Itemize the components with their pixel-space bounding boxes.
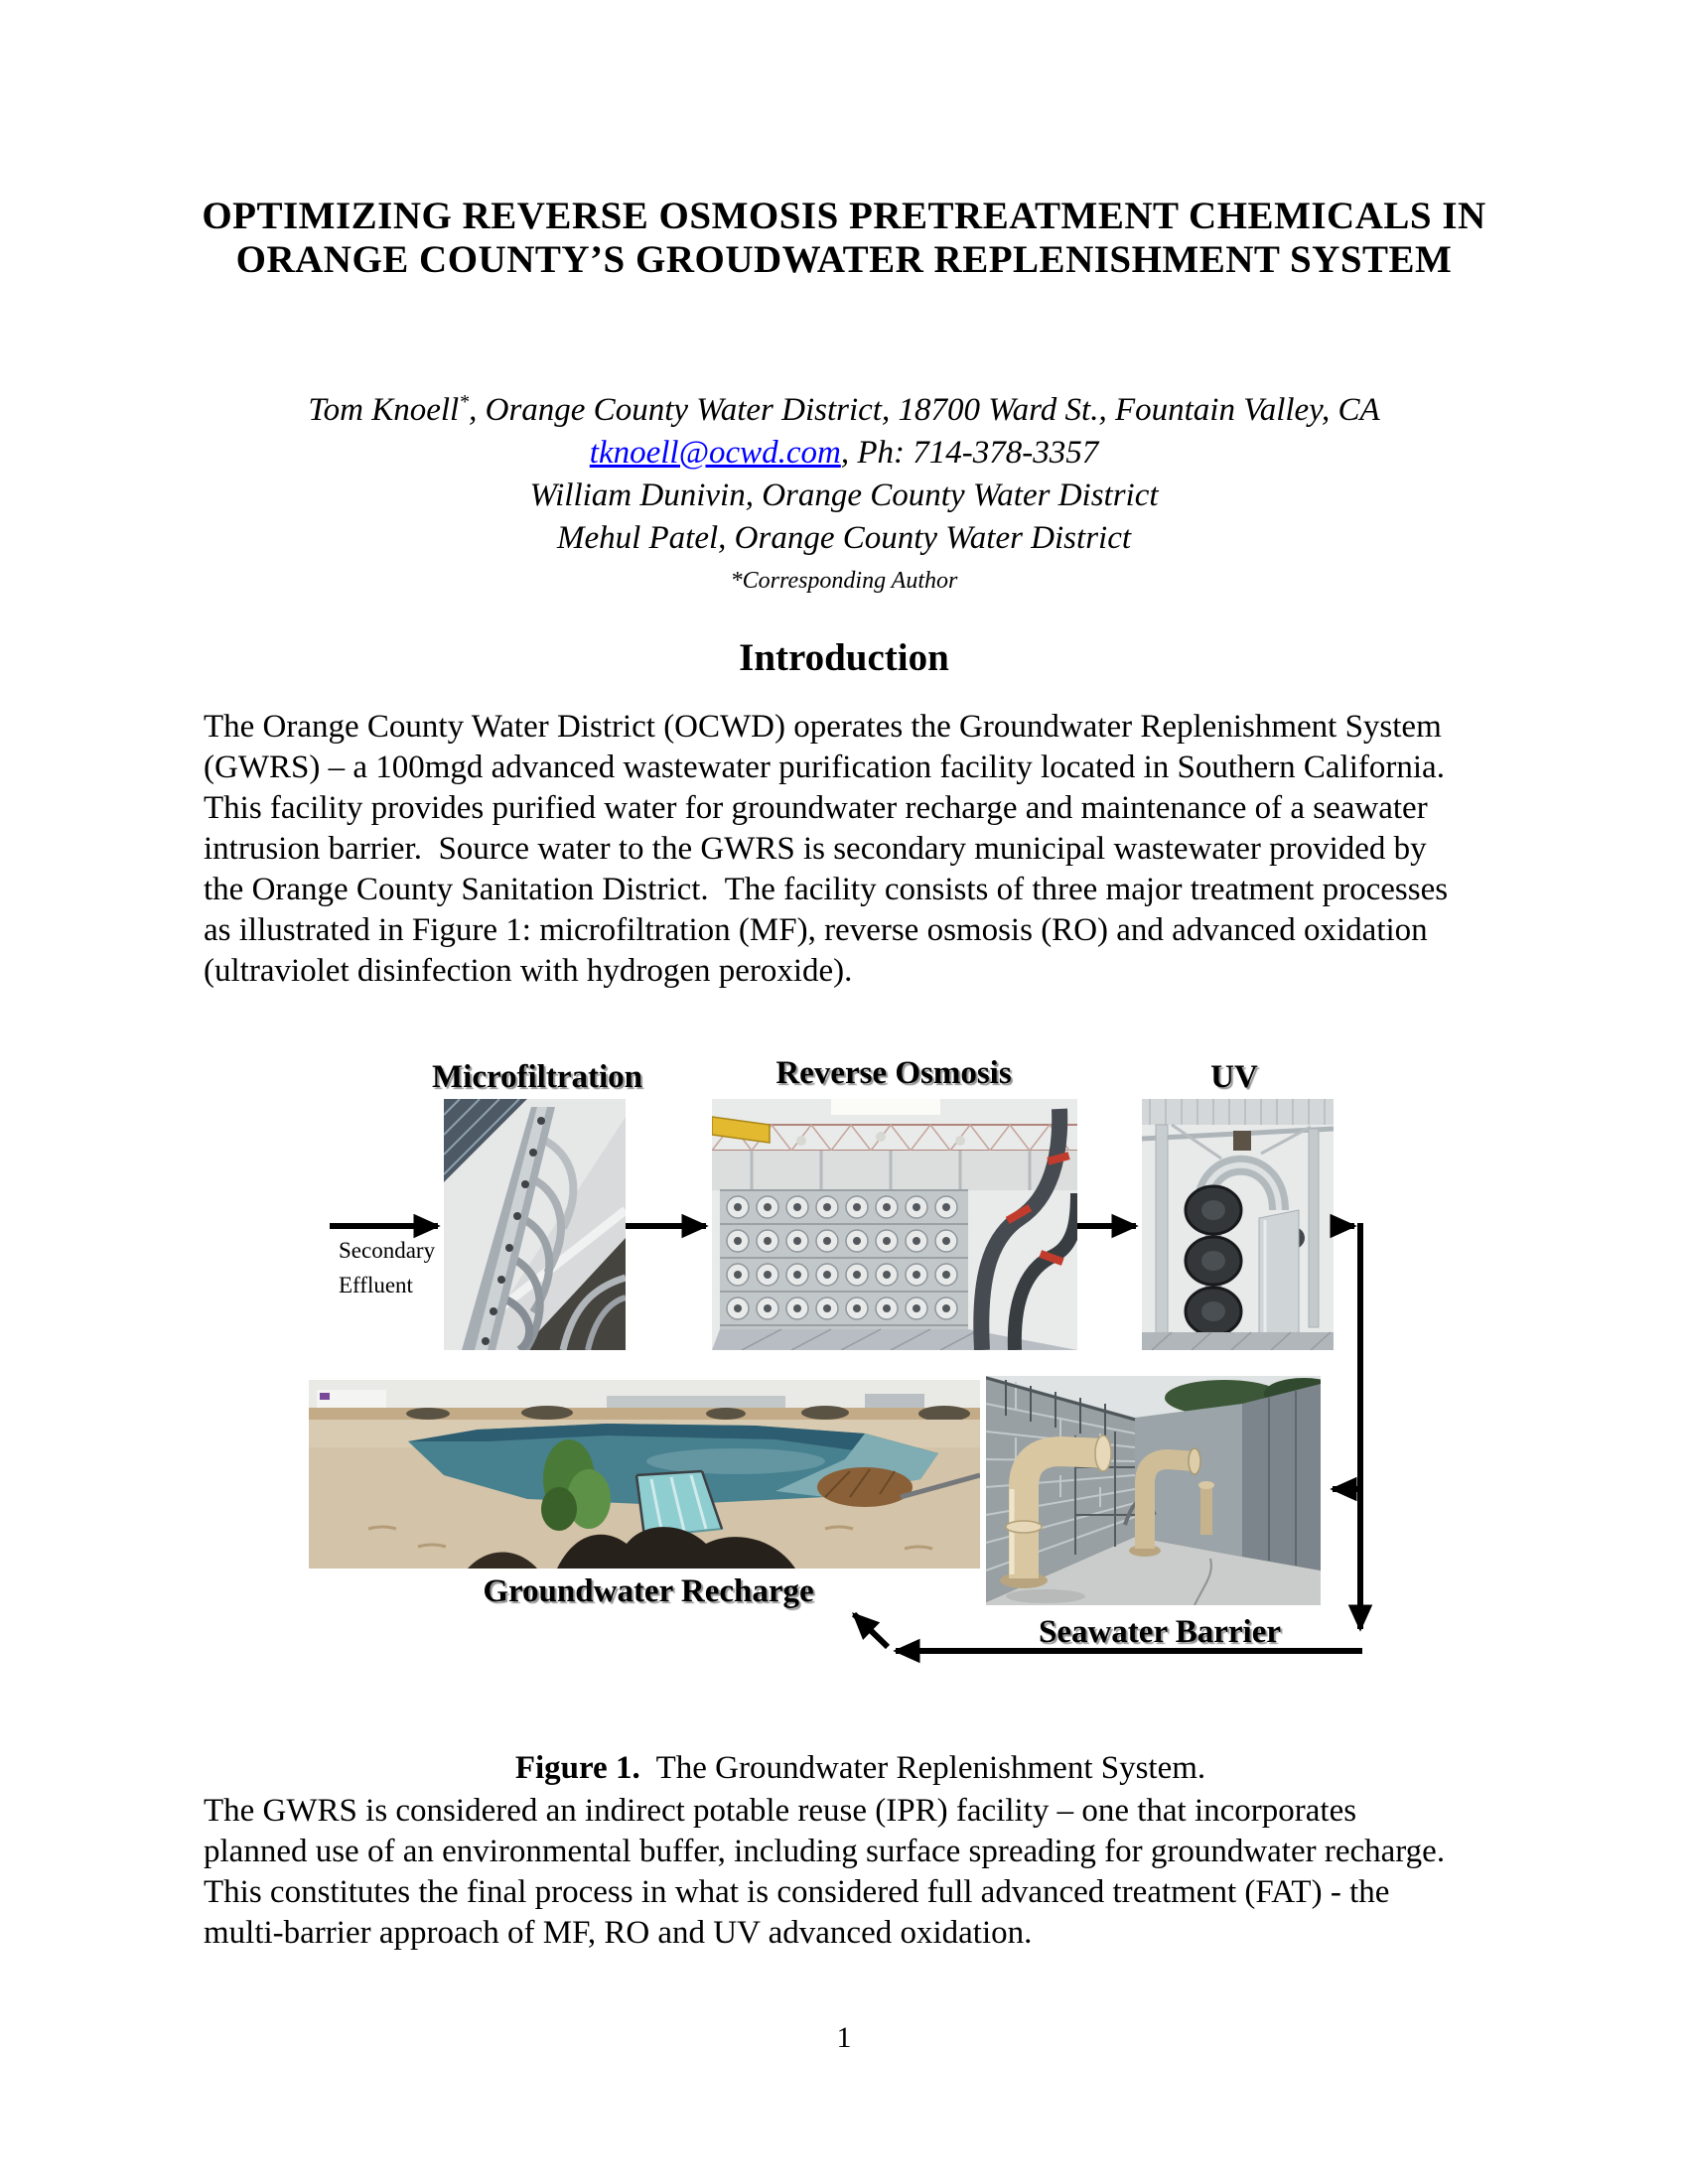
corresponding-author-note: *Corresponding Author	[730, 568, 958, 594]
process-flow-arrows	[0, 1037, 1688, 1693]
secondary-effluent-line1: Secondary	[339, 1238, 436, 1263]
author-line-2: William Dunivin, Orange County Water District	[529, 478, 1159, 513]
introduction-heading: Introduction	[739, 636, 949, 679]
reverse-osmosis-label: Reverse Osmosis	[775, 1055, 1012, 1091]
author-line-3: Mehul Patel, Orange County Water District	[556, 520, 1132, 556]
author-block	[0, 389, 1688, 603]
figure-1-diagram	[0, 1037, 1688, 1693]
paper-title	[0, 195, 1688, 282]
uv-label: UV	[1210, 1059, 1258, 1095]
author1-name: Tom Knoell	[308, 392, 460, 428]
microfiltration-label: Microfiltration	[432, 1059, 642, 1095]
paragraph-1: The Orange County Water District (OCWD) operates the Groundwater Replenishment System (GWRS) – a 100mgd advanced wastewater purification facility located in Southern California. This facility provides purified water for groundwater recharge and maintenance of a seawater intrusion barrier. Source water to the GWRS is secondary municipal wastewater provided by the Orange County Sanitation District. The facility consists of three major treatment processes as illustrated in Figure 1: microfiltration (MF), reverse osmosis (RO) and advanced oxidation (ultraviolet disinfection with hydrogen peroxide).	[204, 709, 1461, 989]
figure-caption-text: The Groundwater Replenishment System.	[639, 1750, 1206, 1786]
figure-caption-label: Figure 1.	[514, 1750, 640, 1786]
secondary-effluent-line2: Effluent	[339, 1273, 413, 1297]
author-line-1	[0, 389, 1688, 432]
paper-title-line2: ORANGE COUNTY’S GROUDWATER REPLENISHMENT SYSTEM	[235, 238, 1453, 281]
author1-corresponding-marker: *	[459, 391, 470, 413]
seawater-barrier-label: Seawater Barrier	[1038, 1614, 1282, 1650]
author1-phone: , Ph: 714-378-3357	[840, 435, 1099, 471]
paper-title-line1: OPTIMIZING REVERSE OSMOSIS PRETREATMENT CHEMICALS IN	[202, 195, 1486, 237]
groundwater-recharge-label: Groundwater Recharge	[483, 1573, 814, 1609]
email-link[interactable]: tknoell@ocwd.com	[589, 435, 841, 471]
author-contact-line	[0, 432, 1688, 475]
page-number: 1	[836, 2021, 852, 2054]
paragraph-2: The GWRS is considered an indirect potable reuse (IPR) facility – one that incorporates planned use of an environmental buffer, including surface spreading for groundwater recharge. This constitutes the final process in what is considered full advanced treatment (FAT) - the multi-barrier approach of MF, RO and UV advanced oxidation.	[204, 1793, 1461, 1951]
author1-affiliation: , Orange County Water District, 18700 Ward St., Fountain Valley, CA	[469, 392, 1380, 428]
